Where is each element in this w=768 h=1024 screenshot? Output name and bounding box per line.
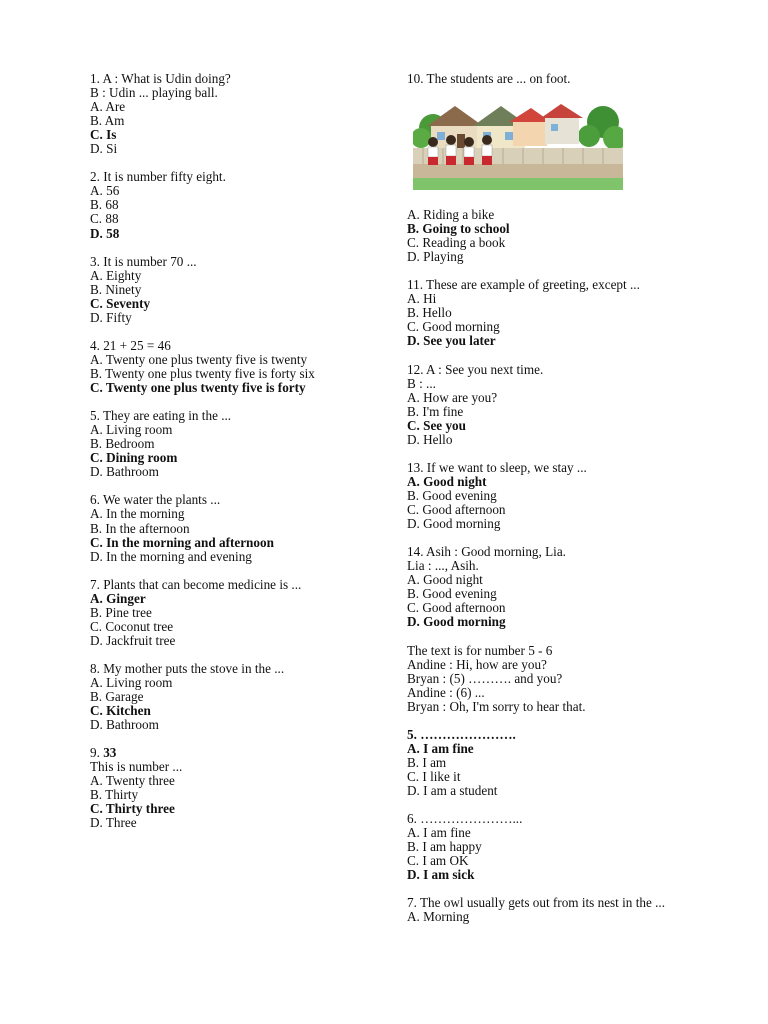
right-column [407,72,687,938]
answer-line: C. See you [407,417,466,433]
question-text: 1. A : What is Udin doing? [90,71,231,86]
answer-line: A. Morning [407,909,470,925]
answer-line: C. Twenty one plus twenty five is forty [90,380,306,396]
answer-line: B. In the afternoon [90,520,190,536]
answer-line: D. Good morning [407,614,506,630]
left-question-block [90,255,390,325]
question-text: 8. My mother puts the stove in the ... [90,660,285,676]
answer-line: A. I am fine [407,825,471,841]
answer-line: A. 56 [90,183,120,199]
answer-line: C. Good afternoon [407,502,506,518]
answer-line: Andine : Hi, how are you? [407,656,547,672]
answer-line: A. Ginger [90,590,146,606]
answer-line: C. Coconut tree [90,618,174,634]
right-question-block [407,72,687,190]
answer-line: B. Garage [90,689,144,705]
answer-line: A. Eighty [90,267,142,283]
answer-line: C. Reading a book [407,235,506,251]
question-text: 9. 33 [90,745,117,761]
question-text: 7. Plants that can become medicine is ... [90,576,302,592]
answer-line: B. Am [90,113,125,129]
answer-line: B. Pine tree [90,604,152,620]
question-text: 7. The owl usually gets out from its nest in the ... [407,895,665,911]
answer-line: B. Twenty one plus twenty five is forty six [90,365,315,381]
bold-number: 33 [103,745,117,761]
answer-line: C. Is [90,127,117,143]
answer-line: Bryan : Oh, I'm sorry to hear that. [407,698,586,714]
answer-line: C. Good morning [407,319,500,335]
answer-line: D. I am sick [407,867,475,883]
answer-line: B. I am happy [407,839,482,855]
answer-line: D. Bathroom [90,464,159,480]
question-text: 10. The students are ... on foot. [407,71,571,86]
question-text: 5. …………………. [407,726,516,742]
question-text: 4. 21 + 25 = 46 [90,337,171,353]
question-text: 6. We water the plants ... [90,492,221,508]
students-walking-illustration [413,92,623,190]
answer-line: C. Kitchen [90,703,151,719]
left-question-block [90,578,390,648]
answer-line: B : ... [407,375,436,391]
question-text: 3. It is number 70 ... [90,253,197,269]
answer-line: D. Good morning [407,516,501,532]
right-question-block [407,812,687,882]
answer-line: D. In the morning and evening [90,548,252,564]
answer-line: B. Good evening [407,487,497,503]
answer-line: C. In the morning and afternoon [90,534,274,550]
answer-line: D. Three [90,815,137,831]
answer-line: D. Fifty [90,309,132,325]
answer-line: D. I am a student [407,782,498,798]
question-text: 11. These are example of greeting, except ... [407,277,640,293]
right-question-block [407,278,687,348]
right-question-block [407,461,687,531]
question-text: 12. A : See you next time. [407,361,544,377]
left-question-block [90,746,390,830]
answer-line: B. Hello [407,305,452,321]
answer-line: Bryan : (5) ………. and you? [407,670,563,686]
answer-line: C. Seventy [90,295,151,311]
answer-line: A. Living room [90,422,173,438]
right-question-block [407,363,687,447]
right-question-block [407,545,687,629]
answer-line: B. I'm fine [407,403,464,419]
question-text: 14. Asih : Good morning, Lia. [407,544,566,560]
left-column [90,72,390,845]
answer-line: A. I am fine [407,740,474,756]
question-text: A. Riding a bike [407,207,495,223]
answer-line: A. Are [90,99,126,115]
answer-line: A. Good night [407,473,487,489]
right-question-block [407,728,687,798]
answer-line: A. Twenty one plus twenty five is twenty [90,351,308,367]
answer-line: A. In the morning [90,506,185,522]
answer-line: B. Good evening [407,586,497,602]
right-question-block [407,644,687,714]
answer-line: C. Dining room [90,450,178,466]
answer-line: A. Living room [90,675,173,691]
answer-line: A. Hi [407,291,437,307]
left-question-block [90,409,390,479]
answer-line: D. Hello [407,431,453,447]
left-question-block [90,170,390,240]
answer-line: B. I am [407,754,447,770]
answer-line: B. Going to school [407,221,510,237]
answer-line: D. Jackfruit tree [90,632,176,648]
answer-line: C. I like it [407,768,461,784]
left-question-block [90,662,390,732]
answer-line: C. Thirty three [90,801,175,817]
answer-line: D. 58 [90,225,120,241]
question-text: 6. …………………... [407,811,523,827]
answer-line: A. Twenty three [90,773,175,789]
answer-line: C. Good afternoon [407,600,506,616]
question-text: 5. They are eating in the ... [90,408,232,424]
left-question-block [90,493,390,563]
answer-line: D. Si [90,141,118,157]
answer-line: This is number ... [90,759,183,775]
answer-line: D. See you later [407,333,496,349]
answer-line: B. Ninety [90,281,142,297]
question-text: 13. If we want to sleep, we stay ... [407,459,587,475]
left-question-block [90,339,390,395]
answer-line: D. Bathroom [90,717,159,733]
right-question-block [407,208,687,264]
question-text: 2. It is number fifty eight. [90,169,226,185]
answer-line: C. 88 [90,211,119,227]
answer-line: B. Thirty [90,787,139,803]
answer-line: A. How are you? [407,389,498,405]
answer-line: A. Good night [407,572,483,588]
answer-line: B. Bedroom [90,436,155,452]
left-question-block [90,72,390,156]
answer-line: C. I am OK [407,853,469,869]
answer-line: B : Udin ... playing ball. [90,85,218,101]
answer-line: Lia : ..., Asih. [407,558,479,574]
answer-line: Andine : (6) ... [407,684,485,700]
right-question-block [407,896,687,924]
answer-line: D. Playing [407,249,464,265]
question-text: The text is for number 5 - 6 [407,642,553,658]
answer-line: B. 68 [90,197,119,213]
